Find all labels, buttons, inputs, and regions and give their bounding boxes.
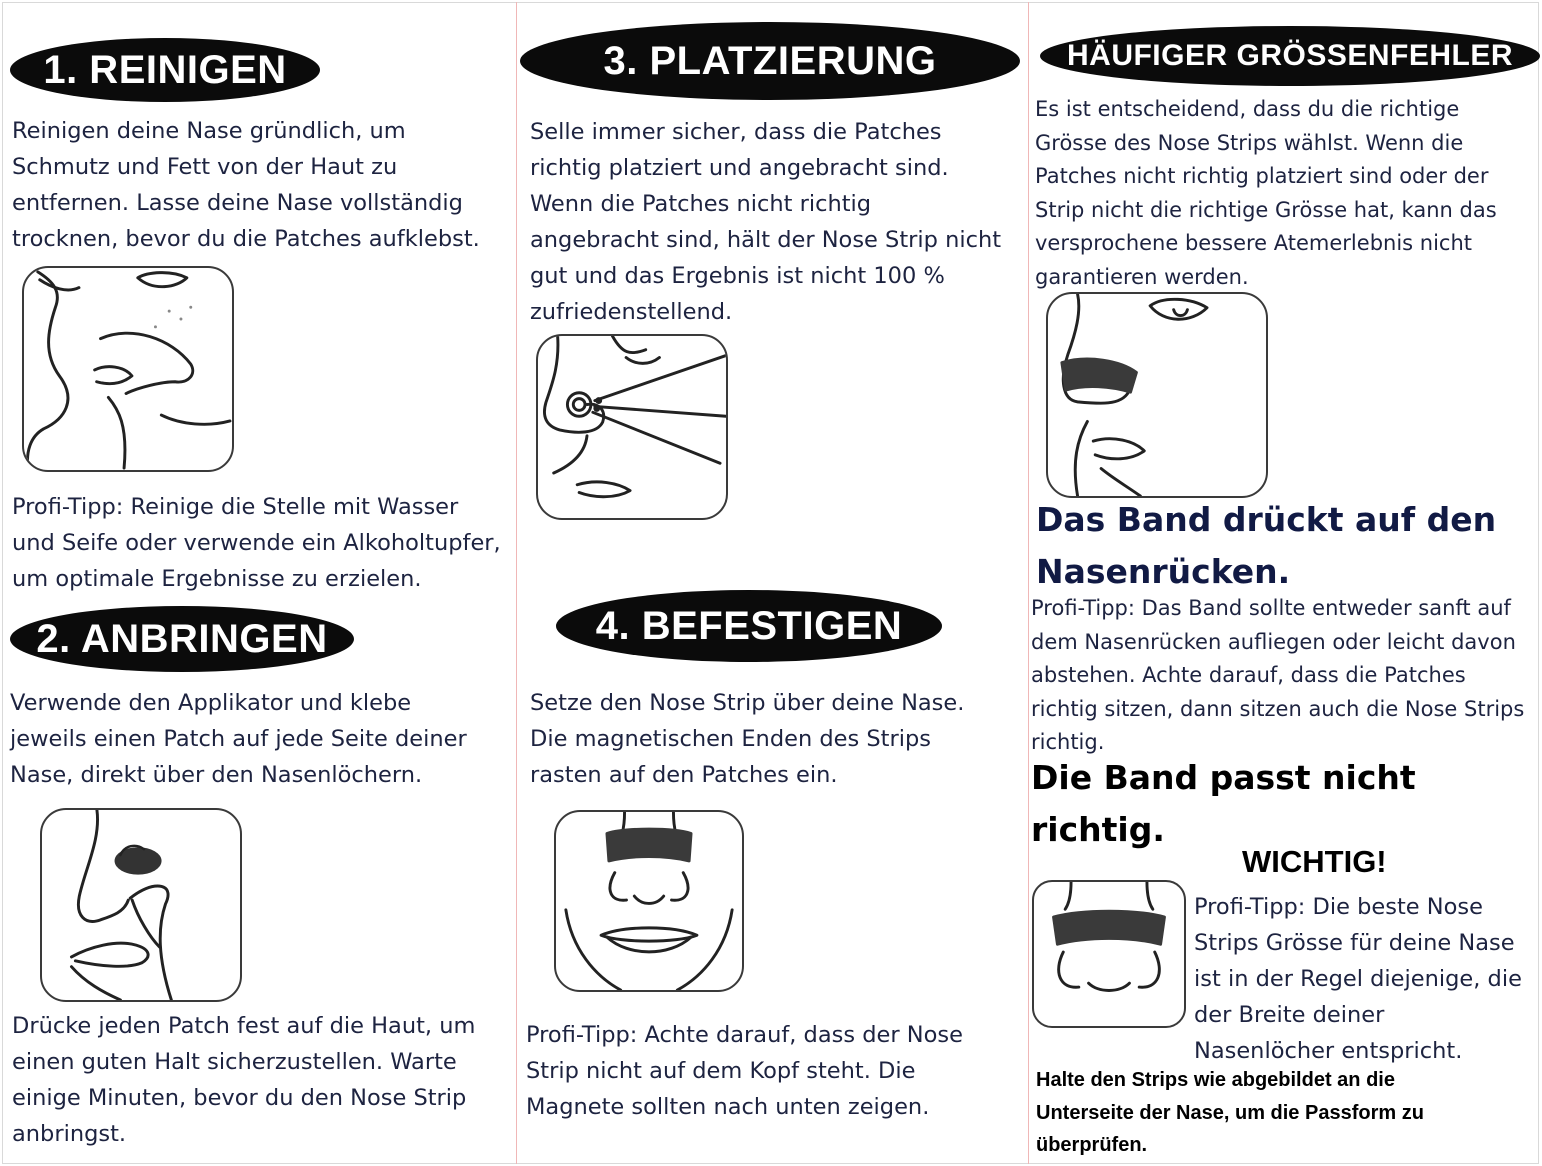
size-error-tip1: Profi-Tipp: Das Band sollte entweder sanft auf dem Nasenrücken aufliegen oder leicht davon abstehen. Achte darauf, dass die Patches richtig sitzen, dann sitzen auch die Nose Strips richtig. xyxy=(1031,596,1525,754)
clean-nose-illustration xyxy=(22,266,234,472)
size-error-intro: Es ist entscheidend, dass du die richtige Grösse des Nose Strips wählst. Wenn die Patches nicht richtig platziert sind oder der Strip nicht die richtige Grösse hat, kann das versprochene bessere Atemerlebnis nicht garantieren werden. xyxy=(1035,97,1497,289)
size-error-title: HÄUFIGER GRÖSSENFEHLER xyxy=(1066,39,1514,72)
size-error-tip2: Profi-Tipp: Die beste Nose Strips Grösse für deine Nase ist in der Regel diejenige, die der Breite deiner Nasenlöcher entspricht. xyxy=(1194,894,1522,1064)
step3-title: 3. PLATZIERUNG xyxy=(603,38,937,83)
step1-title-pill xyxy=(10,38,320,102)
step2-description: Verwende den Applikator und klebe jeweils einen Patch auf jede Seite deiner Nase, direkt über den Nasenlöchern. xyxy=(10,690,467,788)
step4-profi-tipp: Profi-Tipp: Achte darauf, dass der Nose Strip nicht auf dem Kopf steht. Die Magnete sollten nach unten zeigen. xyxy=(526,1022,963,1120)
size-error-title-pill xyxy=(1040,26,1540,86)
size-check-footer: Halte den Strips wie abgebildet an die Unterseite der Nase, um die Passform zu überprüfen. xyxy=(1036,1069,1424,1156)
attach-strip-illustration xyxy=(554,810,744,992)
step1-description: Reinigen deine Nase gründlich, um Schmutz und Fett von der Haut zu entfernen. Lasse deine Nase vollständig trocknen, bevor du die Patches aufklebst. xyxy=(12,118,480,252)
step4-title: 4. BEFESTIGEN xyxy=(595,603,903,648)
heading-band-presses: Das Band drückt auf den Nasenrücken. xyxy=(1036,500,1497,591)
apply-patch-illustration xyxy=(40,808,242,1002)
column-divider xyxy=(1028,2,1029,1164)
step3-description: Selle immer sicher, dass die Patches richtig platziert und angebracht sind. Wenn die Patches nicht richtig angebracht sind, hält der Nose Strip nicht gut und das Ergebnis ist nicht 100 % zufriedenstellend. xyxy=(530,119,1002,325)
step2-title: 2. ANBRINGEN xyxy=(36,616,328,661)
step1-title: 1. REINIGEN xyxy=(43,47,287,92)
step3-title-pill xyxy=(520,22,1020,100)
step2-title-pill xyxy=(10,606,354,672)
step1-profi-tipp: Profi-Tipp: Reinige die Stelle mit Wasser und Seife oder verwende ein Alkoholtupfer, um optimale Ergebnisse zu erzielen. xyxy=(12,494,501,592)
step2-note: Drücke jeden Patch fest auf die Haut, um einen guten Halt sicherzustellen. Warte einige Minuten, bevor du den Nose Strip anbringst. xyxy=(12,1013,476,1147)
column-divider xyxy=(516,2,517,1164)
patch-placement-illustration xyxy=(536,334,728,520)
strip-size-check-illustration xyxy=(1032,880,1186,1028)
heading-band-not-fitting: Die Band passt nicht richtig. xyxy=(1031,758,1416,849)
step4-description: Setze den Nose Strip über deine Nase. Die magnetischen Enden des Strips rasten auf den Patches ein. xyxy=(530,690,965,788)
step4-title-pill xyxy=(556,590,942,662)
important-label: WICHTIG! xyxy=(1242,844,1387,879)
strip-too-high-illustration xyxy=(1046,292,1268,498)
